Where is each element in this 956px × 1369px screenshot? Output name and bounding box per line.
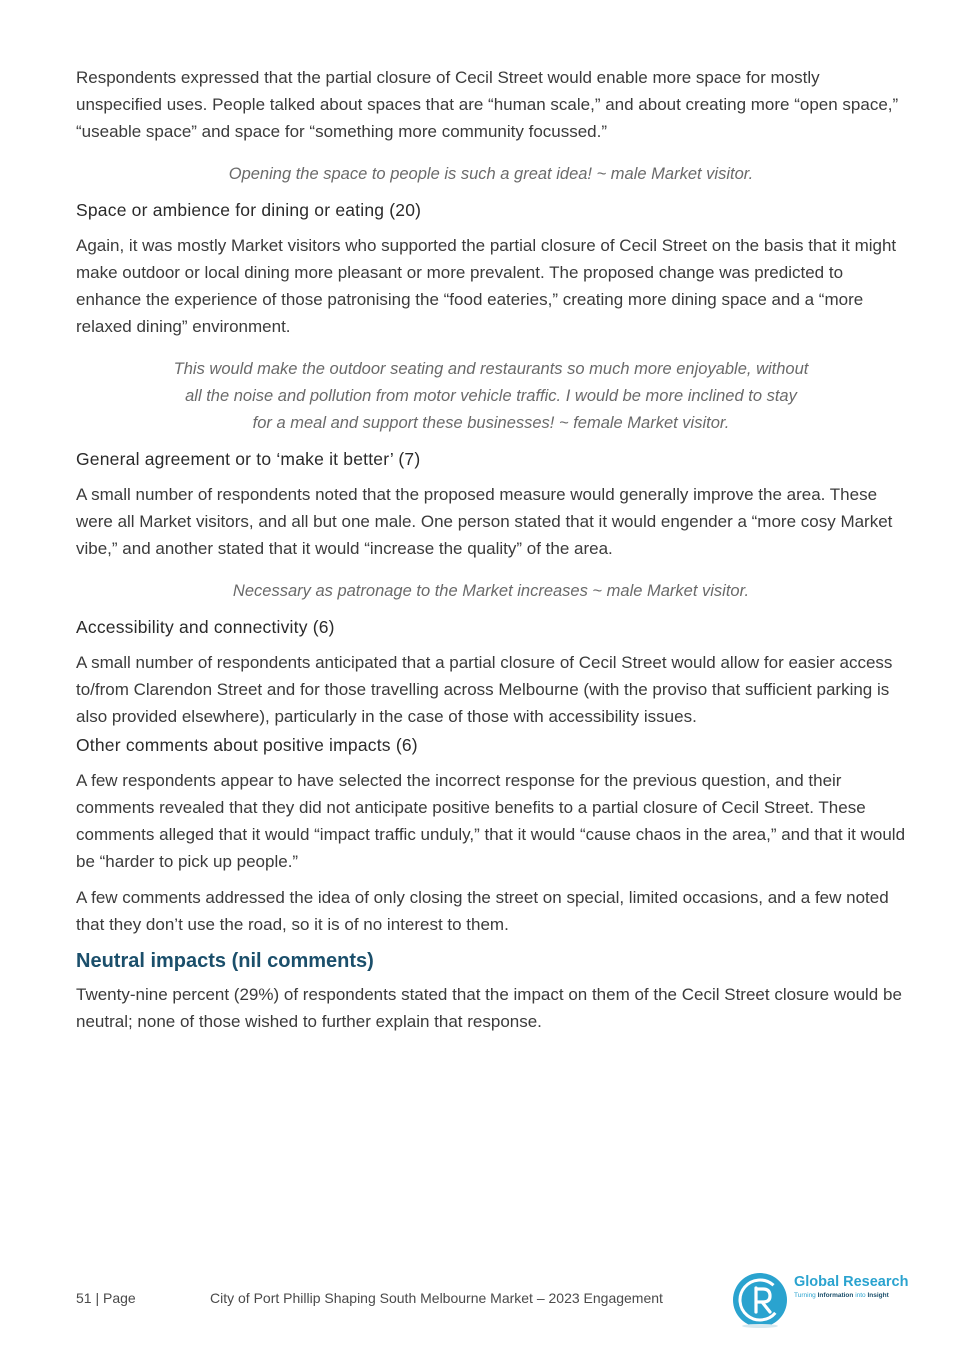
- logo-tagline: [794, 1292, 889, 1299]
- logo-tag-turning: Turning: [794, 1292, 816, 1299]
- subheading-dining: Space or ambience for dining or eating (20): [76, 200, 422, 220]
- document-title: City of Port Phillip Shaping South Melbourne Market – 2023 Engagement: [210, 1290, 663, 1306]
- paragraph-neutral-impacts: Twenty-nine percent (29%) of respondents stated that the impact on them of the Cecil Street closure would be neutral; none of those wished to further explain that response.: [76, 985, 902, 1031]
- paragraph-open-space: Respondents expressed that the partial closure of Cecil Street would enable more space for mostly unspecified uses. People talked about spaces that are “human scale,” and about creating more “open space,” “useable space” and space for “something more community focussed.”: [76, 68, 899, 141]
- paragraph-general-agreement: A small number of respondents noted that the proposed measure would generally improve the area. These were all Market visitors, and all but one male. One person stated that it would engender a “more cosy Market vibe,” and another stated that it would “increase the quality” of the area.: [76, 485, 893, 558]
- subheading-general-agreement: General agreement or to ‘make it better’ (7): [76, 449, 421, 469]
- page-content: [76, 64, 906, 1035]
- paragraph-special-occasions: A few comments addressed the idea of only closing the street on special, limited occasions, and a few noted that they don’t use the road, so it is of no interest to them.: [76, 888, 889, 934]
- subheading-accessibility: Accessibility and connectivity (6): [76, 617, 335, 637]
- subheading-other-comments: Other comments about positive impacts (6): [76, 735, 418, 755]
- heading-neutral-impacts: Neutral impacts (nil comments): [76, 950, 374, 972]
- logo-tag-information: Information: [817, 1292, 854, 1299]
- quote-open-space: Opening the space to people is such a great idea! ~ male Market visitor.: [228, 165, 754, 183]
- paragraph-dining: Again, it was mostly Market visitors who supported the partial closure of Cecil Street on the basis that it might make outdoor or local dining more pleasant or more prevalent. The proposed change was predicted to enhance the experience of those patronising the “food eateries,” creating more dining space and a “more relaxed dining” environment.: [76, 236, 897, 336]
- quote-patronage: Necessary as patronage to the Market increases ~ male Market visitor.: [232, 582, 750, 600]
- quote-dining-line-1: This would make the outdoor seating and restaurants so much more enjoyable, without: [173, 360, 809, 378]
- global-research-logo: [732, 1272, 908, 1334]
- page-footer: [76, 1274, 909, 1342]
- paragraph-accessibility: A small number of respondents anticipated that a partial closure of Cecil Street would allow for easier access to/from Clarendon Street and for those travelling across Melbourne (with the proviso that sufficient parking is also provided elsewhere), particularly in the case of those with accessibility issues.: [76, 653, 893, 726]
- logo-name: Global Research: [794, 1274, 909, 1290]
- logo-tag-into: into: [855, 1292, 866, 1299]
- quote-dining-line-3: for a meal and support these businesses! ~ female Market visitor.: [252, 414, 730, 432]
- paragraph-other-comments: A few respondents appear to have selected the incorrect response for the previous question, and their comments revealed that they did not anticipate positive benefits to a partial closure of Cecil Street. These comments alleged that it would “impact traffic unduly,” that it would “cause chaos in the area,” and that it would be “harder to pick up people.”: [76, 771, 906, 871]
- page-number: 51 | Page: [76, 1290, 136, 1306]
- quote-dining-line-2: all the noise and pollution from motor vehicle traffic. I would be more inclined to stay: [185, 387, 797, 405]
- global-research-logo-icon: [732, 1272, 788, 1328]
- logo-tag-insight: Insight: [867, 1292, 889, 1299]
